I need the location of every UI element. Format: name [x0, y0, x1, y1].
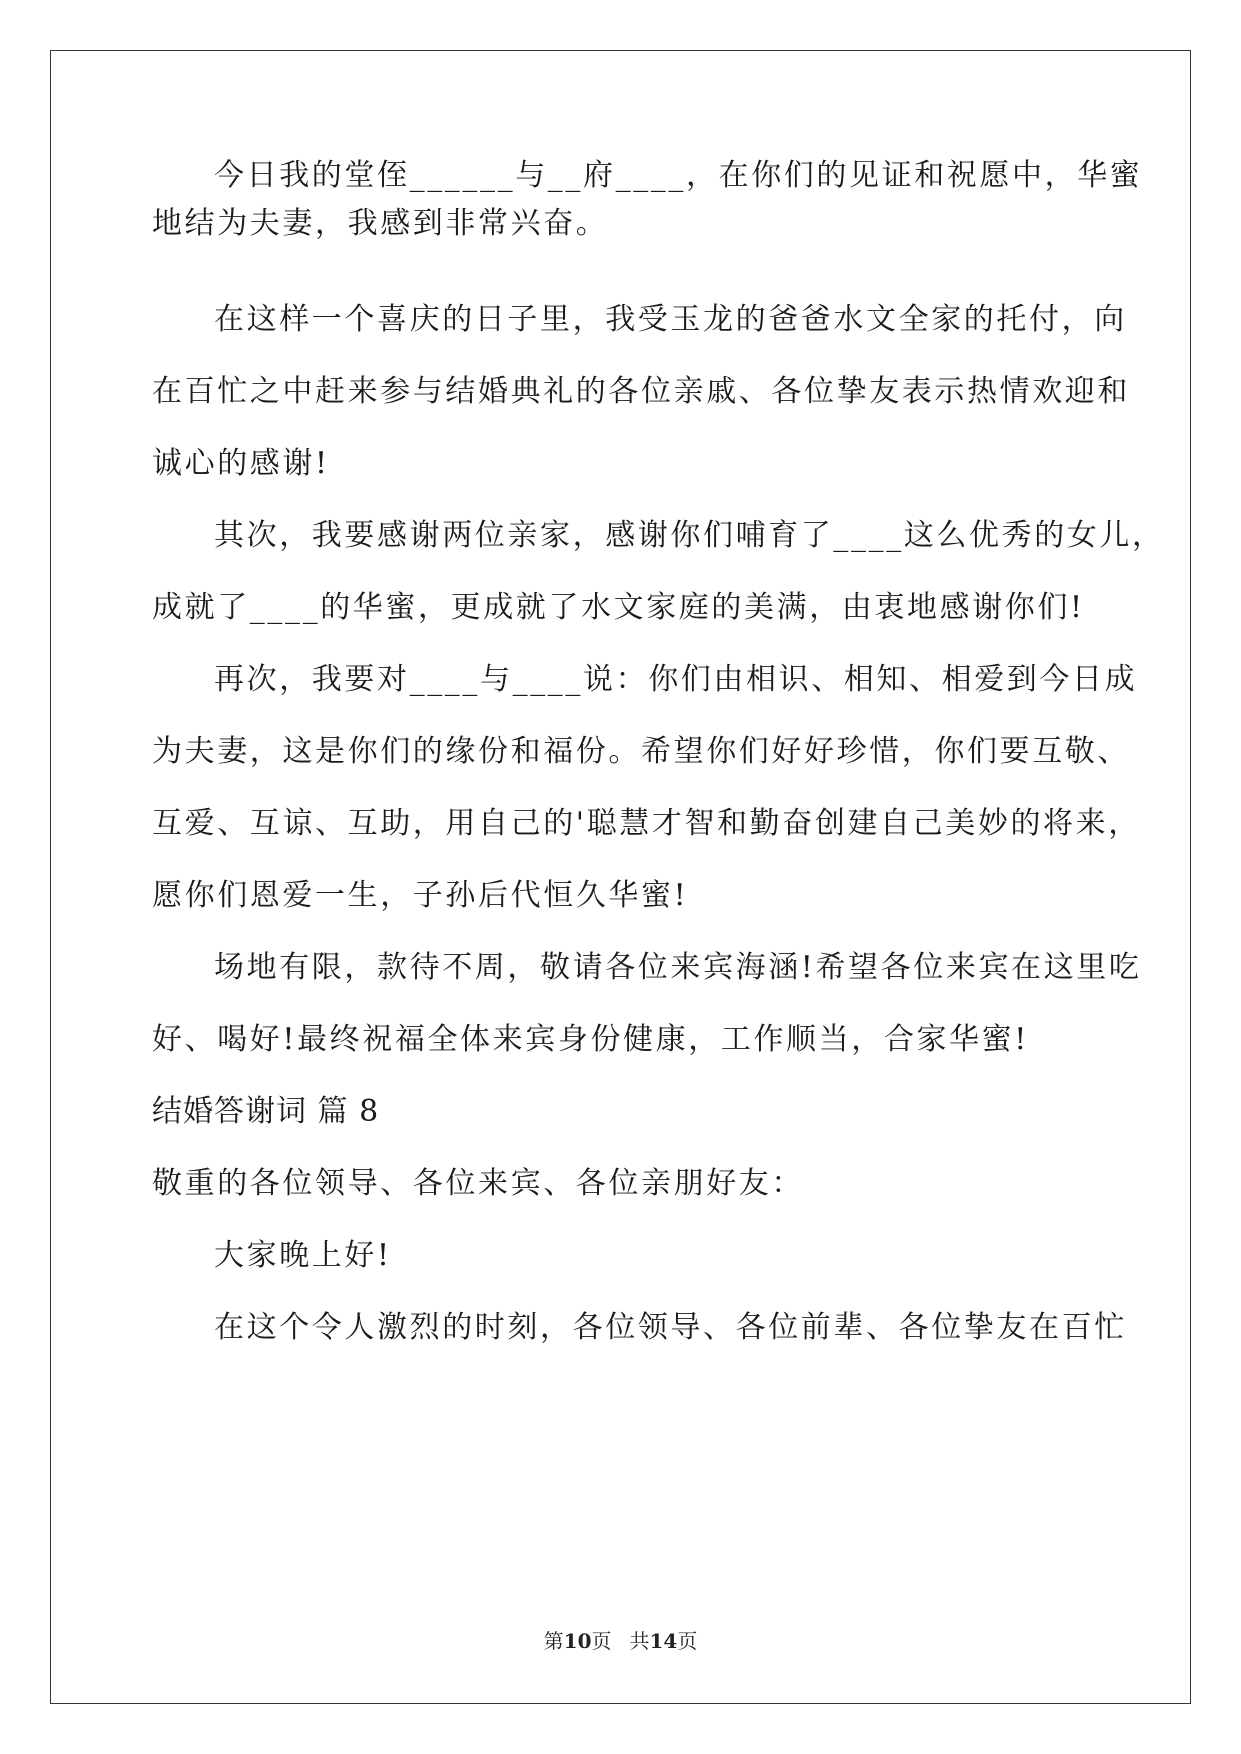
paragraph-line: 为夫妻，这是你们的缘份和福份。希望你们好好珍惜，你们要互敬、: [152, 734, 1130, 769]
paragraph-line: 在这个令人激烈的时刻，各位领导、各位前辈、各位挚友在百忙: [214, 1310, 1127, 1345]
paragraph-line: 在百忙之中赶来参与结婚典礼的各位亲戚、各位挚友表示热情欢迎和: [152, 374, 1130, 409]
footer-total-suffix: 页: [677, 1629, 698, 1653]
paragraph-line: 互爱、互谅、互助，用自己的'聪慧才智和勤奋创建自己美妙的将来，: [152, 806, 1141, 841]
paragraph-line: 成就了____的华蜜，更成就了水文家庭的美满，由衷地感谢你们!: [152, 590, 1085, 625]
paragraph-line: 好、喝好!最终祝福全体来宾身份健康，工作顺当，合家华蜜!: [152, 1022, 1029, 1057]
salutation-line: 敬重的各位领导、各位来宾、各位亲朋好友：: [152, 1166, 804, 1201]
footer-page-suffix: 页: [591, 1629, 612, 1653]
page-footer: [0, 1628, 1241, 1654]
paragraph-line: 场地有限，款待不周，敬请各位来宾海涵!希望各位来宾在这里吃: [214, 950, 1142, 985]
footer-total-prefix: 共: [629, 1629, 650, 1653]
footer-page-prefix: 第: [543, 1629, 564, 1653]
section-heading: 结婚答谢词 篇 8: [152, 1094, 380, 1129]
footer-total-pages: 14: [649, 1629, 678, 1653]
paragraph-line: 在这样一个喜庆的日子里，我受玉龙的爸爸水文全家的托付，向: [214, 302, 1127, 337]
paragraph-line: 今日我的堂侄______与__府____，在你们的见证和祝愿中，华蜜: [214, 158, 1143, 193]
paragraph-line: 诚心的感谢!: [152, 446, 330, 481]
paragraph-line: 其次，我要感谢两位亲家，感谢你们哺育了____这么优秀的女儿，: [214, 518, 1165, 553]
paragraph-line: 再次，我要对____与____说：你们由相识、相知、相爱到今日成: [214, 662, 1138, 697]
paragraph-line: 地结为夫妻，我感到非常兴奋。: [152, 206, 609, 241]
paragraph-line: 愿你们恩爱一生，子孙后代恒久华蜜!: [152, 878, 689, 913]
footer-page-number: 10: [563, 1629, 592, 1653]
greeting-line: 大家晚上好!: [214, 1238, 392, 1273]
